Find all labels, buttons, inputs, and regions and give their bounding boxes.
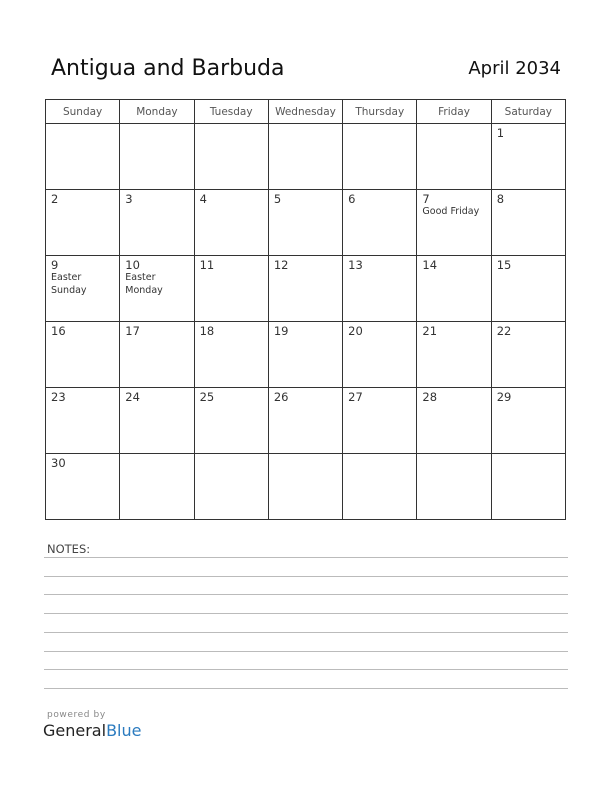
day-cell-content (492, 322, 565, 338)
day-number: 26 (273, 390, 289, 404)
day-cell-content (120, 454, 193, 457)
generalblue-logo[interactable] (43, 721, 141, 740)
day-cell-content (269, 256, 342, 272)
day-number: 28 (422, 390, 438, 404)
day-number: 3 (125, 192, 133, 206)
notes-line (44, 557, 568, 558)
day-number: 20 (348, 324, 363, 338)
day-cell-content (417, 124, 490, 127)
day-number: 21 (422, 324, 438, 338)
week-row (46, 322, 566, 388)
day-number: 12 (273, 258, 289, 272)
day-cell-content (492, 454, 565, 457)
day-number: 19 (273, 324, 289, 338)
day-cell (46, 388, 120, 454)
day-number: 6 (348, 192, 356, 206)
holiday-label: Good Friday (422, 206, 480, 217)
day-cell-content (195, 124, 268, 127)
day-cell (491, 190, 565, 256)
day-number: 15 (496, 258, 512, 272)
day-cell (120, 124, 194, 190)
day-cell (268, 190, 342, 256)
day-cell (46, 256, 120, 322)
day-cell-content (343, 388, 416, 404)
day-cell-content (492, 124, 565, 140)
day-cell (194, 322, 268, 388)
day-cell-content (343, 322, 416, 338)
week-row (46, 124, 566, 190)
day-cell-content (343, 454, 416, 457)
weekday-friday: Friday (417, 100, 491, 124)
day-cell (120, 388, 194, 454)
day-cell-content (343, 124, 416, 127)
notes-label: NOTES: (47, 542, 91, 556)
day-cell (343, 124, 417, 190)
day-cell-content (120, 190, 193, 206)
weekday-thursday: Thursday (343, 100, 417, 124)
day-cell (417, 322, 491, 388)
day-cell (194, 388, 268, 454)
powered-by-text: powered by (47, 710, 106, 720)
weekday-monday: Monday (120, 100, 194, 124)
day-number: 13 (348, 258, 363, 272)
day-number: 27 (348, 390, 363, 404)
day-cell (194, 190, 268, 256)
calendar-month: April 2034 (468, 58, 561, 79)
day-cell-content (195, 322, 268, 338)
day-cell-content (195, 454, 268, 457)
day-cell-content (120, 322, 193, 338)
day-cell-content (417, 190, 490, 219)
day-cell-content (269, 454, 342, 457)
day-number: 22 (496, 324, 512, 338)
day-cell-content (195, 388, 268, 404)
day-cell-content (46, 322, 119, 338)
day-cell-content (269, 124, 342, 127)
day-number: 18 (199, 324, 215, 338)
day-cell (120, 454, 194, 520)
notes-line (44, 669, 568, 670)
day-number: 7 (422, 192, 430, 206)
day-cell-content (46, 124, 119, 127)
day-number: 5 (273, 192, 282, 206)
day-number: 30 (51, 456, 66, 470)
day-cell (268, 124, 342, 190)
day-cell-content (492, 256, 565, 272)
day-number: 2 (51, 192, 59, 206)
day-cell (417, 256, 491, 322)
day-cell-content (46, 256, 119, 297)
day-cell (46, 124, 120, 190)
holiday-label: Easter Monday (125, 272, 163, 296)
notes-line (44, 632, 568, 633)
day-number: 14 (422, 258, 438, 272)
day-number: 10 (125, 258, 140, 272)
day-cell (417, 124, 491, 190)
day-cell (268, 256, 342, 322)
day-cell (417, 388, 491, 454)
day-cell-content (269, 190, 342, 206)
day-cell (343, 454, 417, 520)
day-cell (491, 256, 565, 322)
day-cell-content (269, 388, 342, 404)
day-cell (120, 256, 194, 322)
week-row (46, 256, 566, 322)
notes-line (44, 688, 568, 689)
weekday-saturday: Saturday (491, 100, 565, 124)
week-row (46, 388, 566, 454)
day-cell-content (120, 388, 193, 404)
day-cell (120, 190, 194, 256)
day-cell (46, 322, 120, 388)
day-cell-content (195, 256, 268, 272)
day-cell-content (343, 256, 416, 272)
day-cell (194, 454, 268, 520)
day-cell (343, 190, 417, 256)
day-cell (268, 322, 342, 388)
calendar-title: Antigua and Barbuda (51, 56, 285, 81)
day-cell-content (120, 256, 193, 297)
weekday-wednesday: Wednesday (268, 100, 342, 124)
day-cell (46, 190, 120, 256)
notes-line (44, 613, 568, 614)
holiday-label: Easter Sunday (51, 272, 87, 296)
day-cell-content (417, 454, 490, 457)
day-cell (268, 388, 342, 454)
day-cell (417, 190, 491, 256)
day-cell (194, 124, 268, 190)
notes-line (44, 651, 568, 652)
day-number: 9 (51, 258, 59, 272)
day-cell-content (120, 124, 193, 127)
day-cell-content (492, 190, 565, 206)
week-row (46, 190, 566, 256)
day-cell (491, 454, 565, 520)
day-cell-content (492, 388, 565, 404)
day-cell (120, 322, 194, 388)
day-cell (343, 256, 417, 322)
day-cell-content (46, 388, 119, 404)
calendar-grid (45, 99, 566, 520)
day-cell (194, 256, 268, 322)
day-cell-content (46, 190, 119, 206)
day-cell-content (343, 190, 416, 206)
weekday-tuesday: Tuesday (194, 100, 268, 124)
brand-blue: Blue (106, 721, 142, 740)
day-number: 11 (199, 258, 215, 272)
day-cell (491, 388, 565, 454)
day-cell (46, 454, 120, 520)
day-cell-content (417, 388, 490, 404)
notes-line (44, 576, 568, 577)
brand-general: General (43, 721, 107, 740)
day-number: 29 (496, 390, 512, 404)
day-cell (417, 454, 491, 520)
day-number: 16 (51, 324, 66, 338)
week-row (46, 454, 566, 520)
day-cell (268, 454, 342, 520)
day-cell-content (417, 256, 490, 272)
day-number: 24 (125, 390, 140, 404)
day-number: 25 (199, 390, 215, 404)
day-number: 4 (199, 192, 207, 206)
day-cell (343, 388, 417, 454)
day-number: 8 (496, 192, 505, 206)
day-cell-content (417, 322, 490, 338)
day-cell (491, 124, 565, 190)
day-number: 1 (496, 126, 505, 140)
day-cell-content (46, 454, 119, 470)
day-cell-content (195, 190, 268, 206)
weekday-sunday: Sunday (46, 100, 120, 124)
day-cell-content (269, 322, 342, 338)
day-cell (491, 322, 565, 388)
day-cell (343, 322, 417, 388)
day-number: 23 (51, 390, 66, 404)
weekday-header-row (46, 100, 566, 124)
day-number: 17 (125, 324, 140, 338)
notes-line (44, 594, 568, 595)
